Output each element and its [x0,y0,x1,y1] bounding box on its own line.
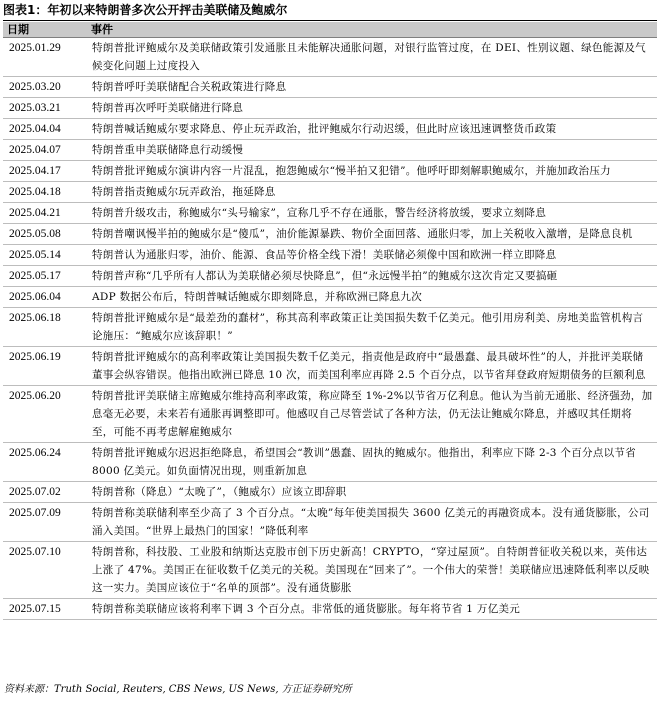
row-date: 2025.01.29 [3,38,87,77]
table-row [3,482,657,503]
row-event: 特朗普嘲讽慢半拍的鲍威尔是“傻瓜”，油价能源暴跌、物价全面回落、通胀归零，加上关税收入激增，是降息良机 [87,224,657,245]
row-event: 特朗普批评鲍威尔演讲内容一片混乱，抱怨鲍威尔“慢半拍又犯错”。他呼吁即刻解职鲍威尔，并施加政治压力 [87,161,657,182]
table-row [3,287,657,308]
table-row [3,308,657,347]
table-row [3,203,657,224]
row-date: 2025.04.18 [3,182,87,203]
table-row [3,443,657,482]
event-column-header: 事件 [87,22,657,38]
row-date: 2025.04.04 [3,119,87,140]
row-date: 2025.04.07 [3,140,87,161]
row-event: 特朗普呼吁美联储配合关税政策进行降息 [87,77,657,98]
table-header-row [3,22,657,38]
row-event: 特朗普认为通胀归零，油价、能源、食品等价格全线下滑！美联储必须像中国和欧洲一样立即降息 [87,245,657,266]
row-event: 特朗普再次呼吁美联储进行降息 [87,98,657,119]
row-event: 特朗普批评鲍威尔是“最差劲的蠢材”，称其高利率政策正让美国损失数千亿美元。他引用房利美、房地美监管机构言论施压：“鲍威尔应该辞职！” [87,308,657,347]
row-event: 特朗普批评鲍威尔及美联储政策引发通胀且未能解决通胀问题，对银行监管过度，在 DEI、性别议题、绿色能源及气候变化问题上过度投入 [87,38,657,77]
row-date: 2025.03.21 [3,98,87,119]
row-event: ADP 数据公布后，特朗普喊话鲍威尔即刻降息，并称欧洲已降息九次 [87,287,657,308]
table-row [3,98,657,119]
row-date: 2025.06.24 [3,443,87,482]
table-row [3,266,657,287]
row-date: 2025.05.14 [3,245,87,266]
row-date: 2025.07.15 [3,599,87,620]
table-row [3,182,657,203]
row-date: 2025.06.20 [3,386,87,443]
table-row [3,161,657,182]
row-date: 2025.07.10 [3,542,87,599]
row-event: 特朗普批评鲍威尔的高利率政策让美国损失数千亿美元，指责他是政府中“最愚蠢、最具破坏性”的人，并批评美联储董事会纵容错误。他指出欧洲已降息 10 次，而美国利率应再降 2.5 个百分点，以节省拜登政府短期债务的巨额利息 [87,347,657,386]
row-event: 特朗普称美联储利率至少高了 3 个百分点。“太晚”每年使美国损失 3600 亿美元的再融资成本。没有通货膨胀，公司涌入美国。“世界上最热门的国家！”降低利率 [87,503,657,542]
row-date: 2025.05.08 [3,224,87,245]
table-row [3,38,657,77]
table-row [3,140,657,161]
row-date: 2025.07.09 [3,503,87,542]
row-date: 2025.07.02 [3,482,87,503]
row-date: 2025.03.20 [3,77,87,98]
row-date: 2025.04.21 [3,203,87,224]
row-event: 特朗普指责鲍威尔玩弄政治，拖延降息 [87,182,657,203]
table-row [3,77,657,98]
row-event: 特朗普称（降息）“太晚了”，（鲍威尔）应该立即辞职 [87,482,657,503]
table-row [3,599,657,620]
row-date: 2025.06.04 [3,287,87,308]
row-event: 特朗普喊话鲍威尔要求降息、停止玩弄政治，批评鲍威尔行动迟缓，但此时应该迅速调整货币政策 [87,119,657,140]
table-row [3,386,657,443]
figure-title: 图表1：年初以来特朗普多次公开抨击美联储及鲍威尔 [3,3,288,17]
table-row [3,347,657,386]
table-row [3,119,657,140]
row-event: 特朗普批评鲍威尔迟迟拒绝降息，希望国会“教训”愚蠢、固执的鲍威尔。他指出，利率应下降 2-3 个百分点以节省 8000 亿美元。如负面情况出现，则重新加息 [87,443,657,482]
table-row [3,245,657,266]
row-date: 2025.06.18 [3,308,87,347]
table-row [3,542,657,599]
row-event: 特朗普称美联储应该将利率下调 3 个百分点。非常低的通货膨胀。每年将节省 1 万亿美元 [87,599,657,620]
row-event: 特朗普升级攻击，称鲍威尔“头号输家”，宣称几乎不存在通胀，警告经济将放缓，要求立刻降息 [87,203,657,224]
row-event: 特朗普批评美联储主席鲍威尔维持高利率政策，称应降至 1%-2%以节省万亿利息。他认为当前无通胀、经济强劲，加息毫无必要，未来若有通胀再调整即可。他感叹自己尽管尝试了各种方法，仍无法让鲍威尔降息，并感叹其任期将至，可能不再考虑解雇鲍威尔 [87,386,657,443]
title-divider [3,20,657,21]
source-note: 资料来源：Truth Social, Reuters, CBS News, US News, 方正证券研究所 [4,684,352,695]
row-event: 特朗普称，科技股、工业股和纳斯达克股市创下历史新高！CRYPTO，“穿过屋顶”。自特朗普征收关税以来，英伟达上涨了 47%。美国正在征收数千亿美元的关税。美国现在“回来了”。一个伟大的荣誉！美联储应迅速降低利率以反映这一实力。美国应该位于“名单的顶部”。没有通货膨胀 [87,542,657,599]
events-table [3,22,657,620]
date-column-header: 日期 [3,22,87,38]
row-event: 特朗普声称“几乎所有人都认为美联储必须尽快降息”，但“永远慢半拍”的鲍威尔这次肯定又要搞砸 [87,266,657,287]
row-date: 2025.04.17 [3,161,87,182]
row-date: 2025.05.17 [3,266,87,287]
table-row [3,224,657,245]
row-event: 特朗普重申美联储降息行动缓慢 [87,140,657,161]
table-row [3,503,657,542]
row-date: 2025.06.19 [3,347,87,386]
